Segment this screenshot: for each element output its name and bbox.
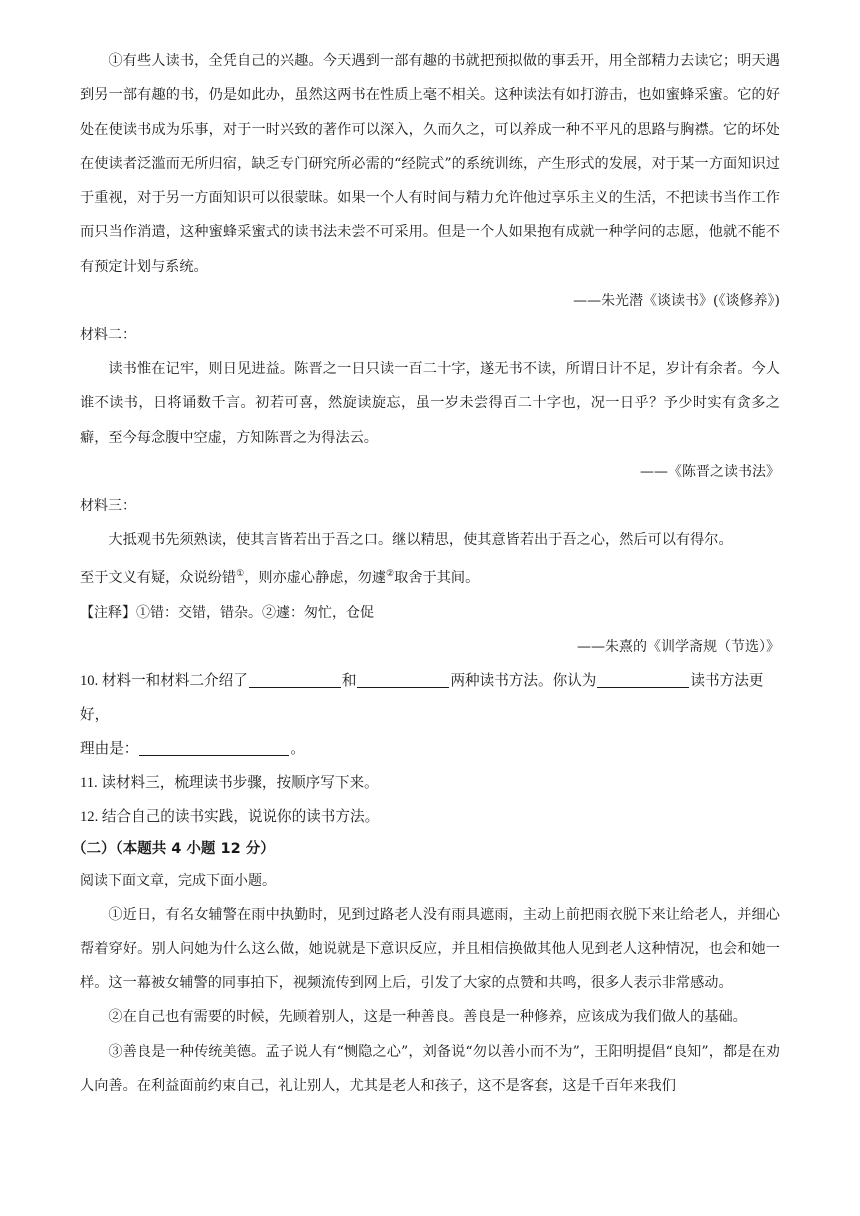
material3-note: 【注释】①错：交错，错杂。②遽：匆忙，仓促 <box>80 604 374 621</box>
article-paragraph-1: ①近日，有名女辅警在雨中执勤时，见到过路老人没有雨具遮雨，主动上前把雨衣脱下来让给老人，并细心帮着穿好。别人问她为什么这么做，她说就是下意识反应，并且相信换做其他人见到老人这种情况，也会和她一样。这一幕被女辅警的同事拍下，视频流传到网上后，引发了大家的点赞和共鸣，很多人表示非常感动。 <box>80 906 780 992</box>
q10-text-a: 10. 材料一和材料二介绍了 <box>80 672 248 689</box>
material3-source: ——朱熹的《训学斋规（节选）》 <box>577 638 780 655</box>
section-2-instruction: 阅读下面文章，完成下面小题。 <box>80 872 276 889</box>
question-10 <box>80 664 780 732</box>
material2-paragraph: 读书惟在记牢，则日见进益。陈晋之一日只读一百二十字，遂无书不读，所谓日计不足，岁计有余者。今人谁不读书，日将诵数千言。初若可喜，然旋读旋忘，虽一岁未尝得百二十字也，况一日乎？予少时实有贪多之癖，至今每念腹中空虚，方知陈晋之为得法云。 <box>80 361 780 446</box>
question-12: 12. 结合自己的读书实践，说说你的读书方法。 <box>80 808 380 825</box>
section-2-heading: （二）（本题共 4 小题 12 分） <box>72 840 275 857</box>
answer-blank-3[interactable] <box>597 671 689 688</box>
article-paragraph-3: ③善良是一种传统美德。孟子说人有“恻隐之心”，刘备说“勿以善小而不为”，王阳明提倡“良知”，都是在劝人向善。在利益面前约束自己，礼让别人，尤其是老人和孩子，这不是客套，这是千百年来我们 <box>80 1043 780 1095</box>
material1-source: ——朱光潜《谈读书》(《谈修养》) <box>573 293 780 310</box>
material3-paragraph-line2 <box>80 557 780 595</box>
q10-text-d: 读书方法更好， <box>80 672 764 723</box>
answer-blank-4[interactable] <box>139 739 289 756</box>
question-11: 11. 读材料三，梳理读书步骤，按顺序写下来。 <box>80 774 379 791</box>
article-paragraph-2: ②在自己也有需要的时候，先顾着别人，这是一种善良。善良是一种修养，应该成为我们做人的基础。 <box>108 1009 747 1026</box>
footnote-marker-2: ② <box>386 569 395 580</box>
material2-source: ——《陈晋之读书法》 <box>640 463 780 480</box>
material3-label: 材料三： <box>80 497 136 514</box>
q10-text-f: 。 <box>290 740 305 757</box>
question-10-reason <box>80 732 780 766</box>
q10-text-c: 两种读书方法。你认为 <box>450 672 597 689</box>
material3-text-c: 取舍于其间。 <box>394 570 480 587</box>
footnote-marker-1: ① <box>236 569 245 580</box>
material2-label: 材料二： <box>80 327 136 344</box>
document-page <box>72 44 780 1103</box>
material3-paragraph-line1: 大抵观书先须熟读，使其言皆若出于吾之口。继以精思，使其意皆若出于吾之心，然后可以有得尔。 <box>108 531 733 548</box>
material1-paragraph: ①有些人读书，全凭自己的兴趣。今天遇到一部有趣的书就把预拟做的事丢开，用全部精力去读它；明天遇到另一部有趣的书，仍是如此办，虽然这两书在性质上毫不相关。这种读法有如打游击，也如蜜蜂采蜜。它的好处在使读书成为乐事，对于一时兴致的著作可以深入，久而久之，可以养成一种不平凡的思路与胸襟。它的坏处在使读者泛滥而无所归宿，缺乏专门研究所必需的“经院式”的系统训练，产生形式的发展，对于某一方面知识过于重视，对于另一方面知识可以很蒙昧。如果一个人有时间与精力允许他过享乐主义的生活，不把读书当作工作而只当作消遣，这种蜜蜂采蜜式的读书法未尝不可采用。但是一个人如果抱有成就一种学问的志愿，他就不能不有预定计划与系统。 <box>80 53 780 275</box>
answer-blank-1[interactable] <box>249 671 341 688</box>
q10-text-b: 和 <box>341 672 357 689</box>
material3-text-b: ，则亦虚心静虑，勿遽 <box>244 570 387 587</box>
q10-text-e: 理由是： <box>80 740 139 757</box>
material3-text-a: 至于文义有疑，众说纷错 <box>80 570 237 587</box>
answer-blank-2[interactable] <box>357 671 449 688</box>
